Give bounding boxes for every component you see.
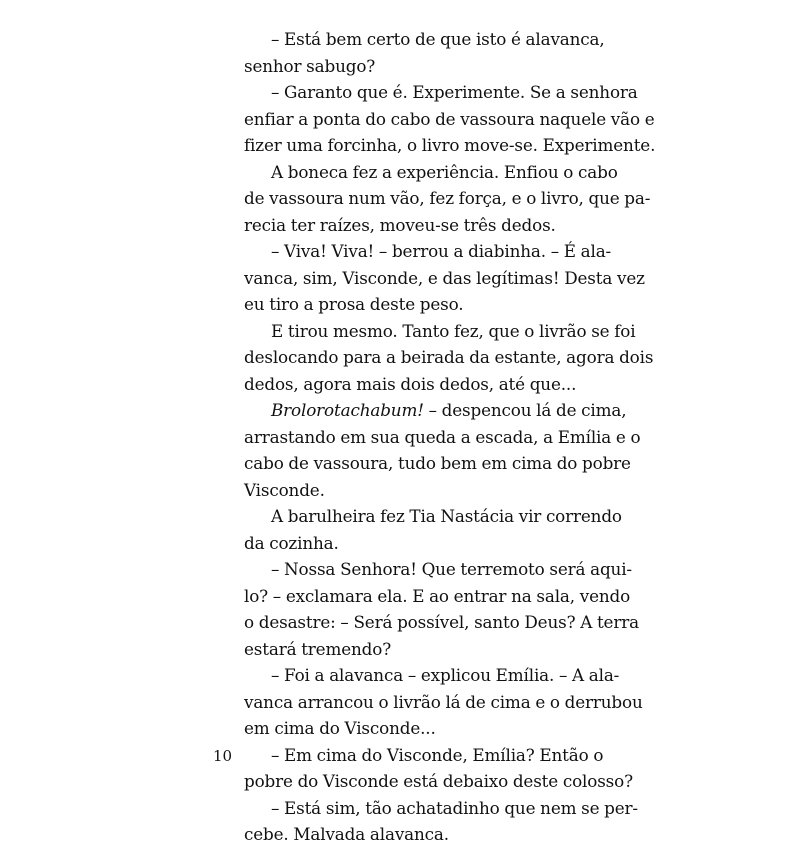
page-number: 10: [213, 747, 233, 765]
text-line: deslocando para a beirada da estante, agora dois: [244, 347, 654, 367]
text-line: – Garanto que é. Experimente. Se a senhora: [271, 82, 638, 102]
paragraph: [217, 397, 641, 503]
text-line: fizer uma forcinha, o livro move-se. Experimente.: [244, 135, 656, 155]
text-line: dedos, agora mais dois dedos, até que...: [244, 373, 577, 394]
text-line: [217, 397, 627, 424]
paragraph: [217, 26, 605, 79]
text-line: recia ter raízes, moveu-se três dedos.: [244, 214, 556, 235]
text-line: – Viva! Viva! – berrou a diabinha. – É ala-: [271, 241, 612, 261]
text-line: eu tiro a prosa deste peso.: [244, 294, 464, 314]
text-line: E tirou mesmo. Tanto fez, que o livrão se foi: [271, 320, 636, 341]
text-line: vanca, sim, Visconde, e das legítimas! Desta vez: [244, 267, 645, 288]
text-line: – Está sim, tão achatadinho que nem se per-: [271, 797, 638, 818]
text-line: cebe. Malvada alavanca.: [244, 824, 449, 844]
italic-onomatopoeia: Brolorotachabum!: [271, 400, 424, 420]
text-line: cabo de vassoura, tudo bem em cima do pobre: [244, 453, 631, 473]
text-line: A boneca fez a experiência. Enfiou o cabo: [271, 161, 618, 182]
text-line: arrastando em sua queda a escada, a Emília e o: [244, 426, 641, 447]
paragraph: [217, 318, 654, 398]
text-line: de vassoura num vão, fez força, e o livro, que pa-: [244, 188, 651, 208]
text-line: pobre do Visconde está debaixo deste colosso?: [244, 771, 633, 791]
paragraph: [217, 79, 656, 159]
paragraph: [217, 159, 651, 239]
text-line: – Está bem certo de que isto é alavanca,: [271, 29, 605, 49]
text-line: o desastre: – Será possível, santo Deus? A terra: [244, 612, 639, 632]
text-line: vanca arrancou o livrão lá de cima e o derrubou: [244, 691, 643, 712]
text-line: senhor sabugo?: [244, 55, 376, 76]
text-line: estará tremendo?: [244, 638, 392, 659]
text-line: em cima do Visconde...: [244, 718, 436, 738]
paragraph: [217, 238, 645, 318]
text-line: – Nossa Senhora! Que terremoto será aqui-: [271, 559, 632, 579]
paragraph: [217, 662, 643, 742]
text-line: – Em cima do Visconde, Emília? Então o: [271, 744, 604, 765]
paragraph: [217, 556, 639, 662]
text-line: lo? – exclamara ela. E ao entrar na sala, vendo: [244, 585, 631, 606]
text-line: da cozinha.: [244, 532, 339, 553]
paragraph: [217, 742, 633, 795]
paragraph: [217, 795, 638, 848]
text-line: – Foi a alavanca – explicou Emília. – A ala-: [271, 665, 620, 685]
paragraph: [217, 503, 622, 556]
body-text: [217, 26, 656, 848]
text-line: enfiar a ponta do cabo de vassoura naquele vão e: [244, 108, 655, 129]
text-line: A barulheira fez Tia Nastácia vir correndo: [271, 506, 622, 526]
line-text: – despencou lá de cima,: [423, 400, 627, 420]
text-line: Visconde.: [244, 479, 325, 500]
